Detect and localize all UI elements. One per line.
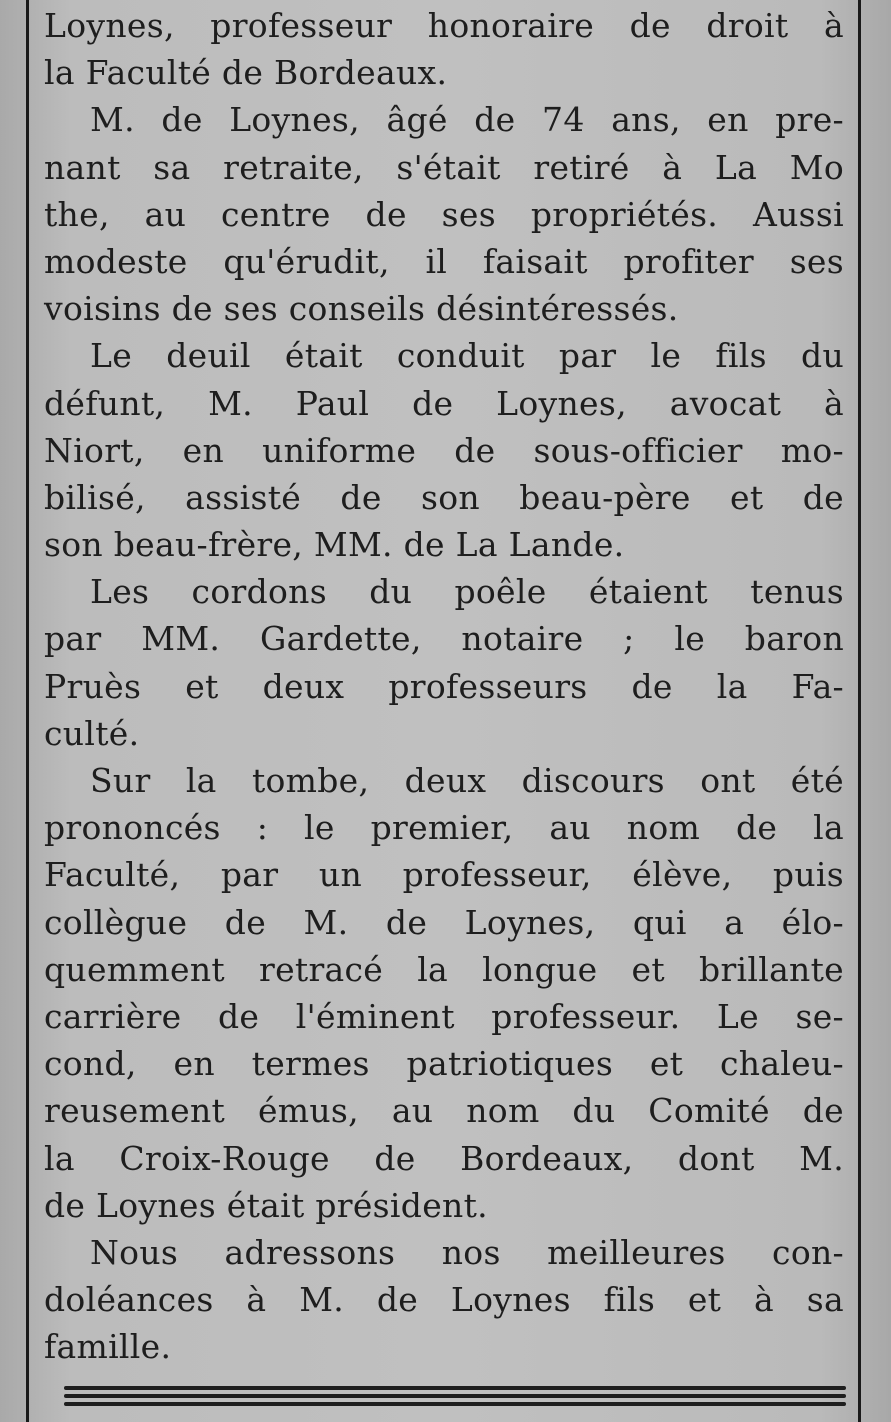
text-line: collègue de M. de Loynes, qui a élo- <box>44 902 844 942</box>
text-line: modeste qu'érudit, il faisait profiter ses <box>44 241 844 281</box>
text-line: défunt, M. Paul de Loynes, avocat à <box>44 383 844 423</box>
column-rule-left <box>26 0 29 1422</box>
text-line: prononcés : le premier, au nom de la <box>44 808 844 848</box>
article-column <box>44 2 844 1370</box>
text-line: par MM. Gardette, notaire ; le baron <box>44 619 844 659</box>
divider-rule <box>64 1402 846 1406</box>
divider-rule <box>64 1386 846 1390</box>
text-line: doléances à M. de Loynes fils et à sa <box>44 1280 844 1320</box>
text-line: Sur la tombe, deux discours ont été <box>90 761 844 800</box>
text-line: Faculté, par un professeur, élève, puis <box>44 855 844 895</box>
text-line: reusement émus, au nom du Comité de <box>44 1091 844 1131</box>
text-line: de Loynes était président. <box>44 1185 488 1225</box>
text-line: culté. <box>44 713 140 753</box>
text-line: Loynes, professeur honoraire de droit à <box>44 6 844 45</box>
text-line: nant sa retraite, s'était retiré à La Mo <box>44 147 844 187</box>
text-line: the, au centre de ses propriétés. Aussi <box>44 194 844 234</box>
text-line: voisins de ses conseils désintéressés. <box>44 289 679 329</box>
text-line: famille. <box>44 1327 172 1367</box>
text-line: Les cordons du poêle étaient tenus <box>90 572 844 612</box>
text-line: son beau-frère, MM. de La Lande. <box>44 525 625 565</box>
text-line: cond, en termes patriotiques et chaleu- <box>44 1044 844 1084</box>
text-line: quemment retracé la longue et brillante <box>44 949 844 989</box>
text-line: la Croix-Rouge de Bordeaux, dont M. <box>44 1138 844 1178</box>
text-line: Niort, en uniforme de sous-officier mo- <box>44 430 844 470</box>
section-divider <box>64 1386 846 1416</box>
text-line: Le deuil était conduit par le fils du <box>90 336 844 376</box>
text-line: Nous adressons nos meilleures con- <box>90 1232 844 1272</box>
text-line: carrière de l'éminent professeur. Le se- <box>44 996 844 1036</box>
divider-rule <box>64 1394 846 1398</box>
text-line: la Faculté de Bordeaux. <box>44 53 448 93</box>
text-line: Pruès et deux professeurs de la Fa- <box>44 666 844 706</box>
text-line: bilisé, assisté de son beau-père et de <box>44 477 844 517</box>
text-line: M. de Loynes, âgé de 74 ans, en pre- <box>90 100 844 140</box>
column-rule-right <box>858 0 861 1422</box>
